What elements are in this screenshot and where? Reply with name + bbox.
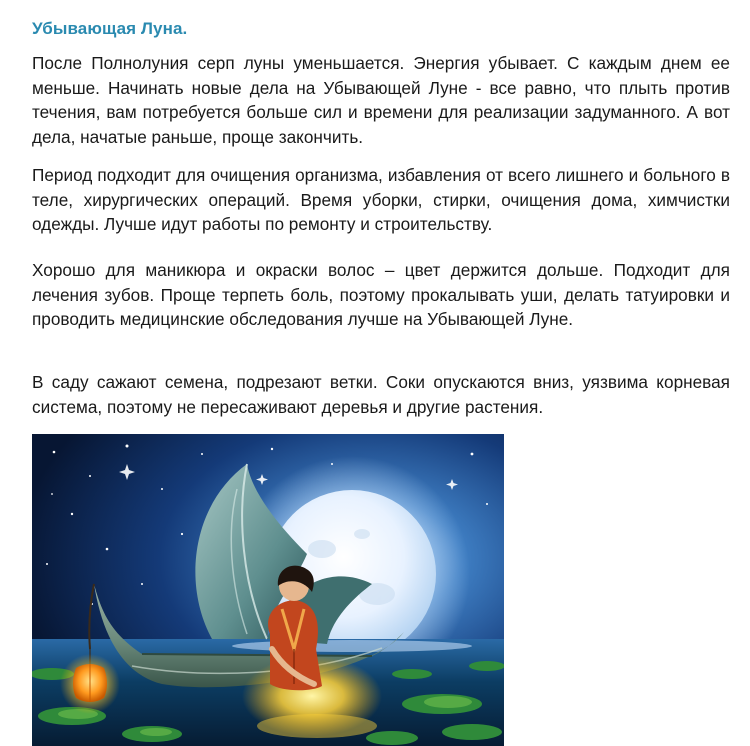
paragraph-energy: После Полнолуния серп луны уменьшается. Энергия убывает. С каждым днем ее меньше. Начинать новые дела на Убывающей Луне - все равно, что плыть против течения, вам потребуется больше сил и времени для реализации задуманного. А вот дела, начатые раньше, проще закончить. (32, 53, 730, 147)
illustration-canvas (32, 434, 504, 746)
moon-boat-illustration (32, 434, 504, 746)
paragraph-cleansing: Период подходит для очищения организма, избавления от всего лишнего и больного в теле, хирургических операций. Время уборки, стирки, очищения дома, химчистки одежды. Лучше идут работы по ремонту и строительству. (32, 165, 730, 234)
paragraph-beauty: Хорошо для маникюра и окраски волос – цвет держится дольше. Подходит для лечения зубов. Проще терпеть боль, поэтому прокалывать уши, делать татуировки и проводить медицинские обследования лучше на Убывающей Луне. (32, 260, 730, 329)
page-title: Убывающая Луна. (32, 19, 188, 39)
paragraph-garden: В саду сажают семена, подрезают ветки. Соки опускаются вниз, уязвима корневая система, поэтому не пересаживают деревья и другие растения. (32, 372, 730, 417)
light-reflection (257, 714, 377, 738)
moon-reflection (232, 640, 472, 652)
